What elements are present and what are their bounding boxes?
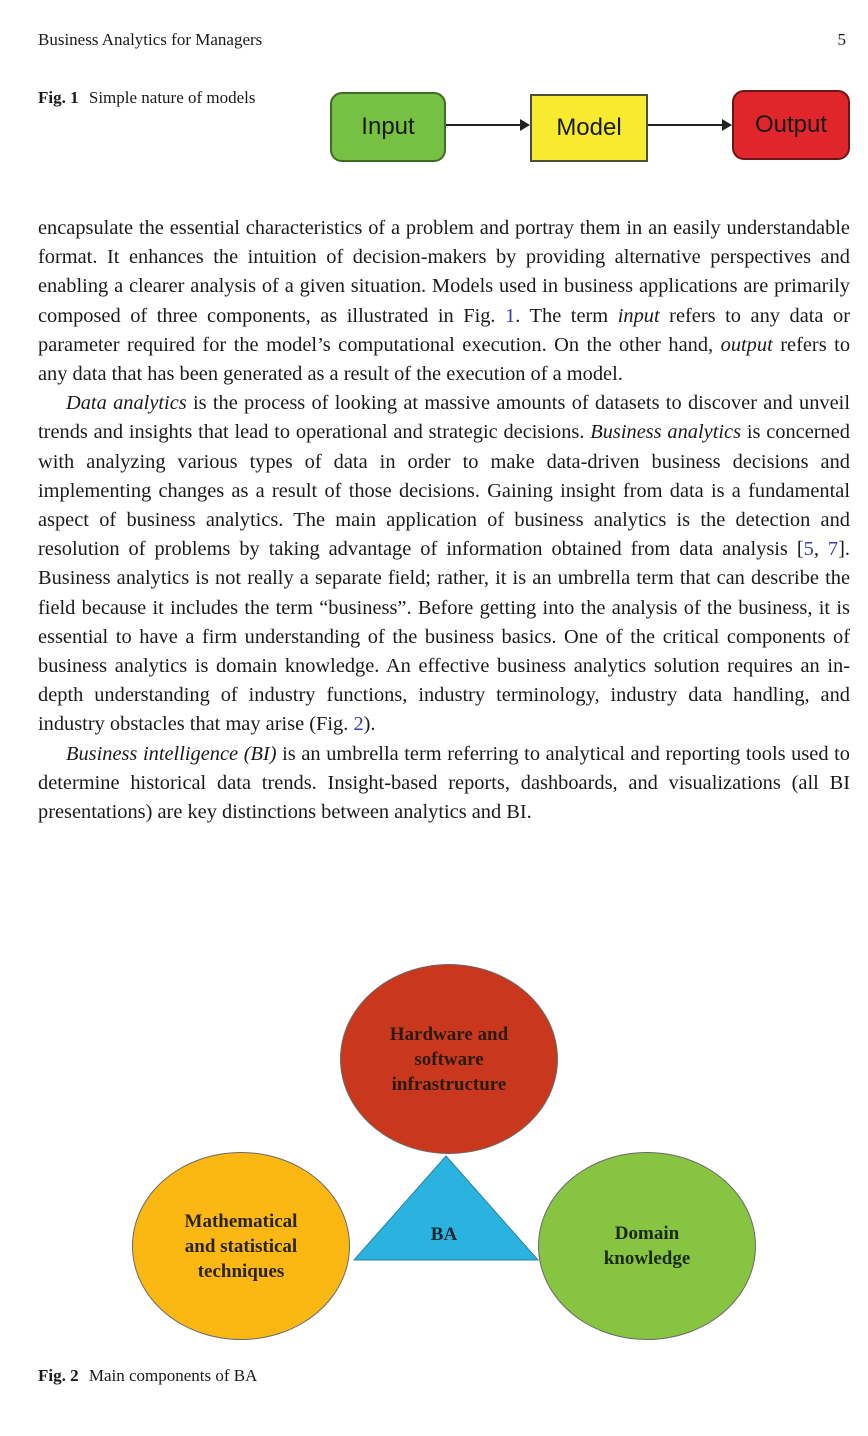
running-header	[38, 30, 846, 50]
running-title: Business Analytics for Managers	[38, 30, 263, 49]
page-number: 5	[837, 30, 846, 49]
text-run: encapsulate the essential characteristics of a problem and portray them in an easily understandable format. It enhances the intuition of decision-makers by providing alternative perspectives and enabling a clearer analysis of a given situation. Models used in business applications are primarily composed of three components, as illustrated in Fig.	[38, 217, 850, 327]
hardware-software-circle	[340, 964, 558, 1154]
citation-7-link[interactable]: 7	[827, 538, 839, 561]
domain-label: Domain knowledge	[603, 1223, 691, 1269]
math-label: Mathematical and statistical techniques	[184, 1210, 298, 1282]
paragraph-1	[38, 214, 850, 389]
model-box: Model	[530, 94, 648, 162]
math-stats-circle	[132, 1152, 350, 1340]
fig2-caption-text: Main components of BA	[88, 1366, 258, 1385]
text-run: ,	[813, 538, 828, 561]
fig2-label: Fig. 2	[38, 1366, 79, 1385]
citation-5-link[interactable]: 5	[803, 538, 814, 561]
paragraph-3	[38, 740, 850, 828]
arrow-input-to-model	[446, 124, 528, 126]
fig1-caption-text: Simple nature of models	[88, 88, 256, 107]
fig1-label: Fig. 1	[38, 88, 79, 107]
text-run: ).	[363, 713, 376, 736]
text-run: is the process of looking at massive amounts of datasets to discover and unveil trends and insights that lead to operational and strategic decisions.	[38, 392, 850, 444]
body-text	[38, 214, 850, 827]
text-run: refers to any data that has been generated as a result of the execution of a model.	[38, 333, 851, 386]
text-run: . The term	[515, 304, 618, 327]
paragraph-2	[38, 389, 850, 739]
fig2-caption	[38, 1366, 257, 1386]
fig2-reference-link[interactable]: 2	[353, 713, 364, 736]
arrow-model-to-output	[648, 124, 730, 126]
text-run: ]. Business analytics is not really a separate field; rather, it is an umbrella term that can describe the field because it includes the term “business”. Before getting into the analysis of the business, it is essential to have a firm understanding of the business basics. One of the critical components of business analytics is domain knowledge. An effective business analytics solution requires an in-depth understanding of industry functions, industry terminology, industry data handling, and industry obstacles that may arise (Fig.	[38, 538, 850, 736]
fig2-diagram	[96, 930, 796, 1370]
fig1-reference-link[interactable]: 1	[505, 304, 516, 327]
text-run: is an umbrella term referring to analytical and reporting tools used to determine historical data trends. Insight-based reports, dashboards, and visualizations (all BI presentations) are key distinctions between analytics and BI.	[38, 742, 850, 824]
term-output: output	[720, 333, 773, 356]
term-data-analytics: Data analytics	[66, 392, 187, 415]
fig1-caption	[38, 86, 278, 109]
term-input: input	[617, 304, 660, 327]
text-run: refers to any data or parameter required for the model’s computational execution. On the other hand,	[38, 304, 850, 356]
term-business-analytics: Business analytics	[590, 421, 742, 444]
input-box: Input	[330, 92, 446, 162]
term-business-intelligence: Business intelligence (BI)	[66, 742, 277, 765]
domain-knowledge-circle	[538, 1152, 756, 1340]
output-box: Output	[732, 90, 850, 160]
text-run: is concerned with analyzing various types of data in order to make data-driven business decisions and implementing changes as a result of those decisions. Gaining insight from data is a fundamental aspect of business analytics. The main application of business analytics is the detection and resolution of problems by taking advantage of information obtained from data analysis [	[38, 421, 850, 561]
ba-label: BA	[430, 1224, 458, 1245]
hardware-label: Hardware and software infrastructure	[389, 1023, 509, 1095]
